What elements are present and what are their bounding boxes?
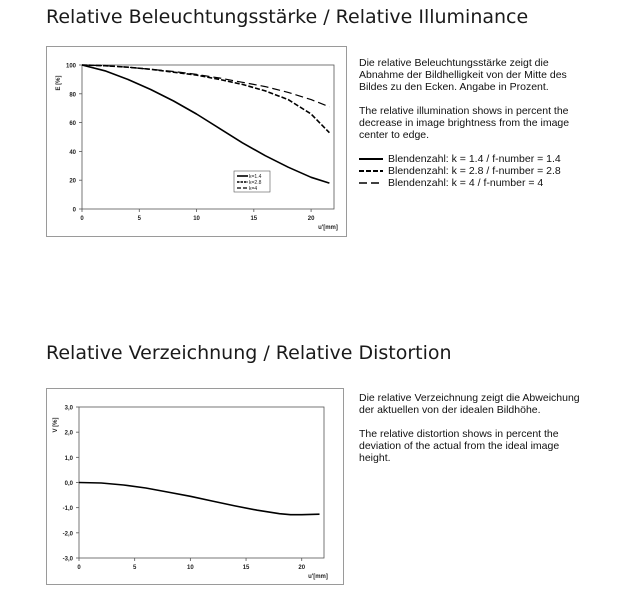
y-tick-label: 0,0 (64, 481, 73, 487)
series-line-k28 (82, 65, 329, 133)
x-tick-label: 15 (242, 565, 250, 571)
illuminance-desc-en: The relative illumination shows in percent the decrease in image brightness from the image center to edge. (359, 105, 570, 141)
series-line-k4 (82, 65, 329, 107)
chart-legend-label: k=1.4 (249, 173, 262, 180)
y-tick-label: -1,0 (62, 506, 73, 513)
illuminance-section-title: Relative Beleuchtungsstärke / Relative Illuminance (46, 6, 529, 28)
illuminance-description (359, 57, 589, 189)
x-tick-label: 20 (307, 216, 315, 222)
y-axis-label: E [%] (56, 75, 62, 91)
y-tick-label: 2,0 (64, 430, 73, 437)
solid-line-swatch (359, 156, 383, 162)
distortion-chart-svg (47, 389, 343, 584)
x-axis-label: u'[mm] (308, 574, 328, 580)
dashed-line-swatch (359, 168, 383, 174)
y-axis-label: V [%] (53, 417, 59, 433)
x-tick-label: 20 (298, 565, 306, 571)
x-tick-label: 10 (187, 565, 194, 571)
x-tick-label: 0 (77, 565, 81, 571)
y-tick-label: 20 (69, 178, 76, 185)
legend-item-label: Blendenzahl: k = 1.4 / f-number = 1.4 (388, 153, 561, 165)
plot-area (82, 65, 334, 209)
y-tick-label: 80 (69, 92, 76, 99)
chart-legend (234, 171, 270, 192)
x-tick-label: 15 (250, 216, 258, 222)
distortion-desc-en: The relative distortion shows in percent the deviation of the actual from the ideal image height. (359, 428, 560, 464)
x-tick-label: 0 (80, 216, 84, 222)
y-tick-label: -2,0 (62, 531, 73, 538)
x-tick-label: 10 (193, 216, 200, 222)
legend-item-k4 (359, 177, 589, 189)
distortion-section-title: Relative Verzeichnung / Relative Distortion (46, 342, 452, 364)
chart-legend-label: k=2.8 (249, 179, 262, 186)
y-tick-label: 40 (69, 149, 76, 156)
illuminance-chart (46, 46, 347, 237)
chart-legend-label: k=4 (249, 185, 258, 192)
plot-area (79, 407, 324, 558)
legend-item-k28 (359, 165, 589, 177)
series-line-k14 (82, 65, 329, 183)
illuminance-desc-de: Die relative Beleuchtungsstärke zeigt die Abnahme der Bildhelligkeit von der Mitte des Bildes zu den Ecken. Angabe in Prozent. (359, 57, 567, 93)
longdash-line-swatch (359, 180, 383, 186)
y-tick-label: 100 (65, 63, 76, 70)
legend-item-k14 (359, 153, 589, 165)
illuminance-chart-svg (47, 47, 346, 236)
x-tick-label: 5 (133, 565, 137, 571)
x-tick-label: 5 (137, 216, 141, 222)
y-tick-label: 60 (69, 121, 76, 128)
series-line-0 (79, 483, 320, 515)
legend-item-label: Blendenzahl: k = 4 / f-number = 4 (388, 177, 544, 189)
distortion-description (359, 392, 589, 476)
legend-item-label: Blendenzahl: k = 2.8 / f-number = 2.8 (388, 165, 561, 177)
fnumber-legend (359, 153, 589, 189)
y-tick-label: 0 (72, 207, 76, 214)
distortion-desc-de: Die relative Verzeichnung zeigt die Abweichung der aktuellen von der idealen Bildhöhe. (359, 392, 580, 416)
distortion-chart (46, 388, 344, 585)
x-axis-label: u'[mm] (318, 225, 338, 231)
y-tick-label: 3,0 (64, 405, 73, 412)
y-tick-label: 1,0 (64, 455, 73, 462)
y-tick-label: -3,0 (62, 556, 73, 563)
